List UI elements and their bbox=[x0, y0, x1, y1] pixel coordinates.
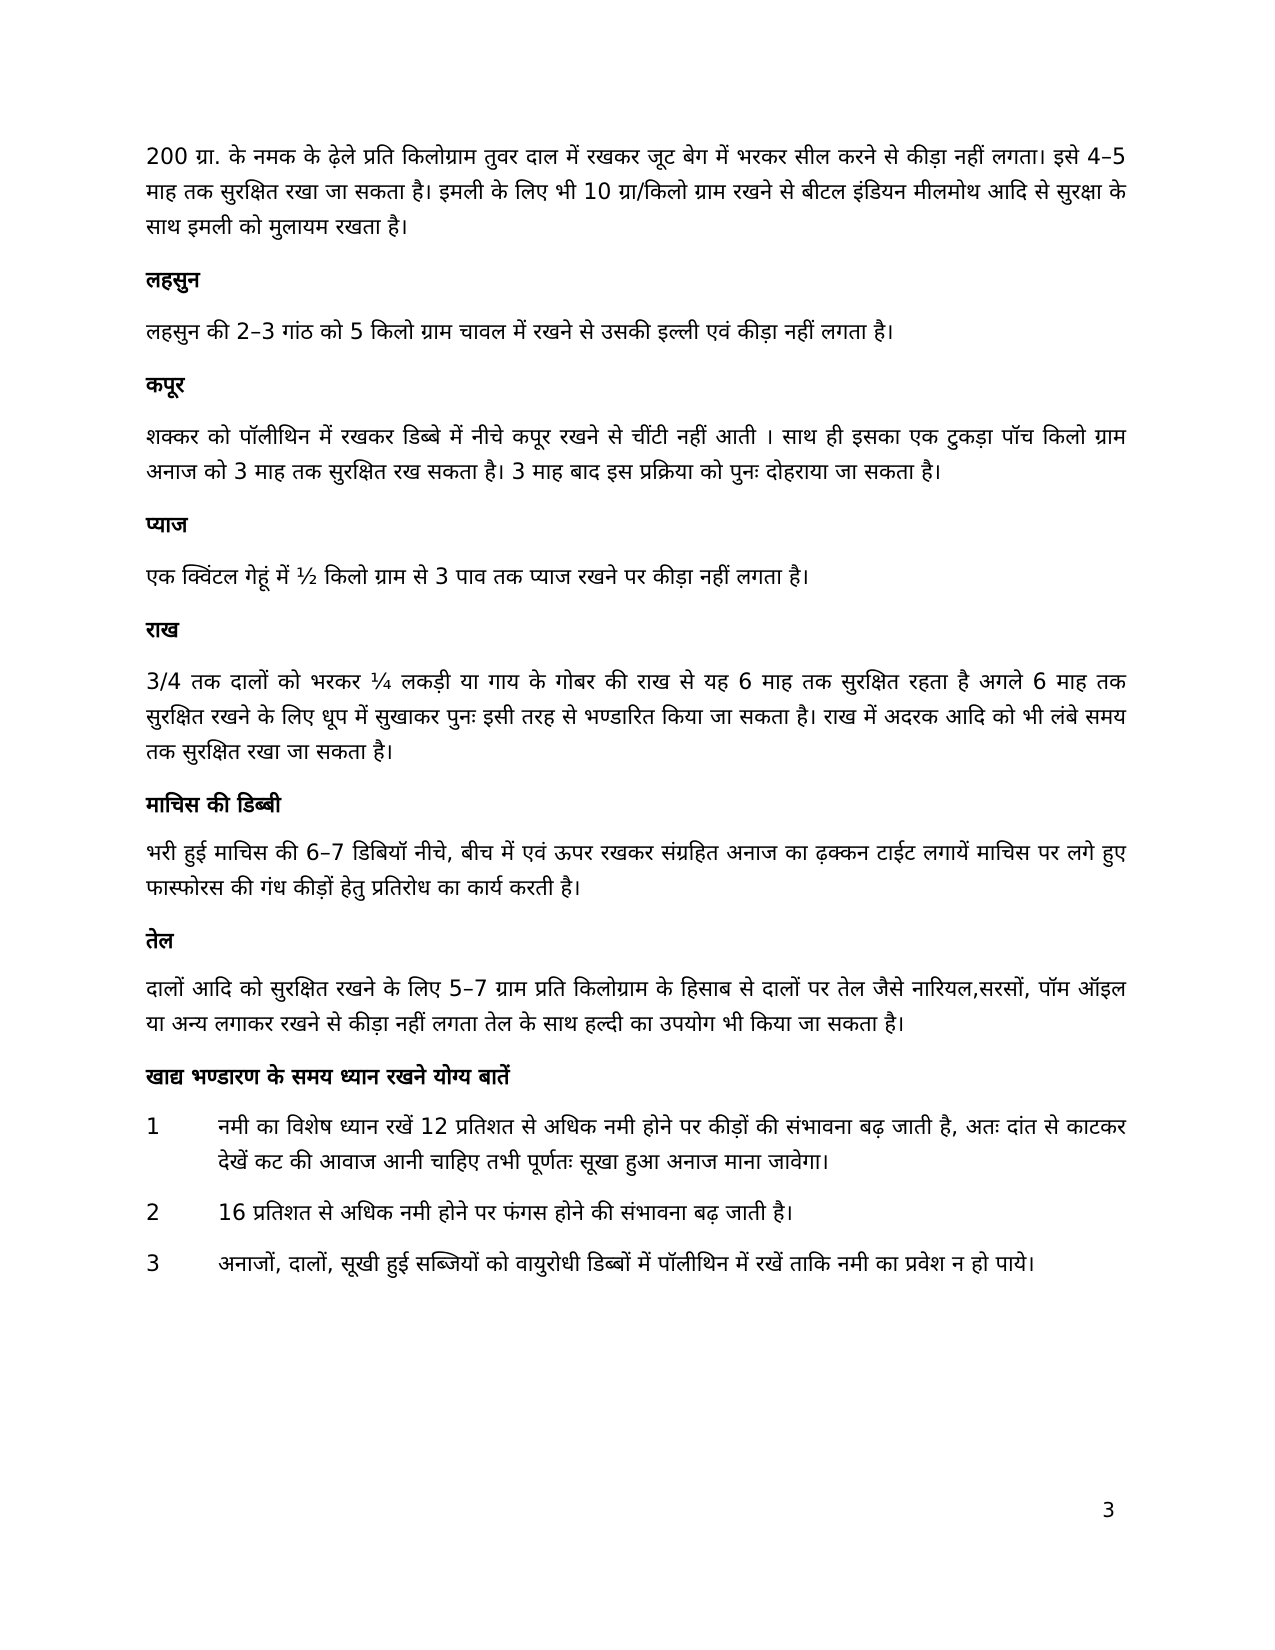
section-heading: प्याज bbox=[146, 513, 188, 538]
section-garlic bbox=[146, 265, 1126, 350]
section-heading: तेल bbox=[146, 929, 174, 954]
page-number: 3 bbox=[1102, 1498, 1115, 1522]
intro-section bbox=[146, 140, 1126, 245]
section-paragraph: 3/4 तक दालों को भरकर ¼ लकड़ी या गाय के गोबर की राख से यह 6 माह तक सुरक्षित रहता है अगले 6 माह तक सुरक्षित रखने के लिए धूप में सुखाकर पुनः इसी तरह से भण्डारित किया जा सकता है। राख में अदरक आदि को भी लंबे समय तक सुरक्षित रखा जा सकता है। bbox=[146, 670, 1126, 765]
section-heading: कपूर bbox=[146, 373, 185, 398]
section-paragraph: एक क्विंटल गेहूं में ½ किलो ग्राम से 3 पाव तक प्याज रखने पर कीड़ा नहीं लगता है। bbox=[146, 565, 809, 590]
section-heading: लहसुन bbox=[146, 268, 200, 293]
section-camphor bbox=[146, 370, 1126, 490]
list-item-text: 16 प्रतिशत से अधिक नमी होने पर फंगस होने की संभावना बढ़ जाती है। bbox=[218, 1201, 793, 1226]
section-paragraph: भरी हुई माचिस की 6–7 डिबियॉ नीचे, बीच में एवं ऊपर रखकर संग्रहित अनाज का ढ़क्कन टाईट लगायें माचिस पर लगे हुए फास्फोरस की गंध कीड़ों हेतु प्रतिरोध का कार्य करती है। bbox=[146, 841, 1126, 901]
storage-heading: खाद्य भण्डारण के समय ध्यान रखने योग्य बातें bbox=[146, 1065, 510, 1090]
intro-paragraph: 200 ग्रा. के नमक के ढ़ेले प्रति किलोग्राम तुवर दाल में रखकर जूट बेग में भरकर सील करने से कीड़ा नहीं लगता। इसे 4–5 माह तक सुरक्षित रखा जा सकता है। इमली के लिए भी 10 ग्रा/किलो ग्राम रखने से बीटल इंडियन मीलमोथ आदि से सुरक्षा के साथ इमली को मुलायम रखता है। bbox=[146, 145, 1126, 240]
list-item-text: नमी का विशेष ध्यान रखें 12 प्रतिशत से अधिक नमी होने पर कीड़ों की संभावना बढ़ जाती है, अतः दांत से काटकर देखें कट की आवाज आनी चाहिए तभी पूर्णतः सूखा हुआ अनाज माना जावेगा। bbox=[218, 1115, 1126, 1175]
section-matchbox bbox=[146, 790, 1126, 906]
list-item bbox=[146, 1196, 1126, 1231]
section-paragraph: दालों आदि को सुरक्षित रखने के लिए 5–7 ग्राम प्रति किलोग्राम के हिसाब से दालों पर तेल जैसे नारियल,सरसों, पॉम ऑइल या अन्य लगाकर रखने से कीड़ा नहीं लगता तेल के साथ हल्दी का उपयोग भी किया जा सकता है। bbox=[146, 977, 1126, 1037]
list-item-text: अनाजों, दालों, सूखी हुई सब्जियों को वायुरोधी डिब्बों में पॉलीथिन में रखें ताकि नमी का प्रवेश न हो पाये। bbox=[218, 1252, 1035, 1277]
section-oil bbox=[146, 926, 1126, 1042]
list-item-number: 3 bbox=[146, 1252, 160, 1277]
section-onion bbox=[146, 510, 1126, 595]
list-item bbox=[146, 1247, 1126, 1282]
section-paragraph: लहसुन की 2–3 गांठ को 5 किलो ग्राम चावल में रखने से उसकी इल्ली एवं कीड़ा नहीं लगता है। bbox=[146, 320, 894, 345]
list-item bbox=[146, 1110, 1126, 1180]
document-body bbox=[146, 140, 1126, 1302]
section-ash bbox=[146, 615, 1126, 770]
storage-section bbox=[146, 1062, 1126, 1282]
section-heading: राख bbox=[146, 618, 179, 643]
section-heading: माचिस की डिब्बी bbox=[146, 793, 281, 818]
section-paragraph: शक्कर को पॉलीथिन में रखकर डिब्बे में नीचे कपूर रखने से चींटी नहीं आती । साथ ही इसका एक टुकड़ा पॉच किलो ग्राम अनाज को 3 माह तक सुरक्षित रख सकता है। 3 माह बाद इस प्रक्रिया को पुनः दोहराया जा सकता है। bbox=[146, 425, 1126, 485]
list-item-number: 2 bbox=[146, 1201, 160, 1226]
list-item-number: 1 bbox=[146, 1115, 160, 1140]
